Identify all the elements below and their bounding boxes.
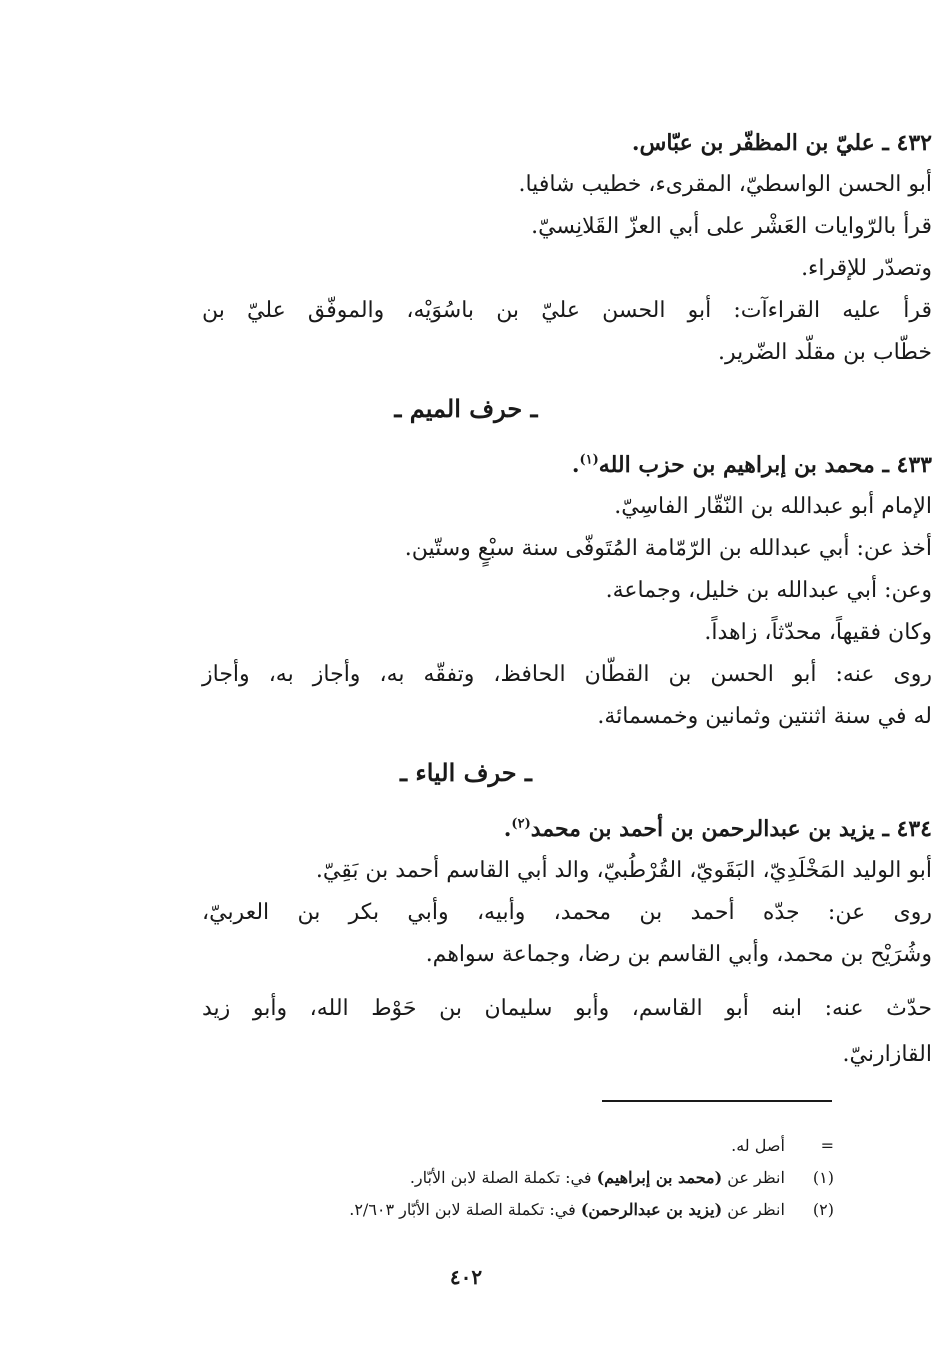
entry-433-heading [202,450,932,480]
footnote-separator [602,1100,832,1102]
entry-433-line-1: الإمام أبو عبدالله بن النّقّار الفاسِيّ. [614,494,932,519]
entry-433-line-4: وكان فقيهاً، محدّثاً، زاهداً. [704,620,932,645]
entry-434-line-1: أبو الوليد المَخْلَدِيّ، البَقَويّ، القُرْطُبيّ، والد أبي القاسم أحمد بن بَقِيّ. [315,858,932,883]
entry-434-line-2: روى عن: جدّه أحمد بن محمد، وأبيه، وأبي بكر بن العربيّ، [202,900,932,925]
footnote-2-subject: (يزيد بن عبدالرحمن) [580,1200,723,1219]
entry-434-title: ٤٣٤ ـ يزيد بن عبدالرحمن بن أحمد بن محمد [530,816,932,842]
footnote-ref-1[interactable]: (١) [579,452,599,468]
entry-433-title-end: . [571,452,580,478]
entry-433-line-2: أخذ عن: أبي عبدالله بن الرّمّامة المُتَوفّى سنة سبْعٍ وستّين. [404,536,932,561]
section-title-meem: ـ حرف الميم ـ [394,394,538,423]
entry-432-line-1: أبو الحسن الواسطيّ، المقرىء، خطيب شافيا. [518,172,932,197]
footnote-2 [94,1198,834,1222]
entry-434-heading [202,814,932,844]
entry-433-line-3: وعن: أبي عبدالله بن خليل، وجماعة. [605,578,932,603]
entry-434-title-end: . [503,816,512,842]
footnote-continued-text: أصل له. [731,1136,785,1155]
footnote-continuation [94,1134,834,1158]
footnote-1 [94,1166,834,1190]
entry-434-line-4: حدّث عنه: ابنه أبو القاسم، وأبو سليمان بن حَوْط الله، وأبو زيد [202,996,932,1021]
entry-433-line-5: روى عنه: أبو الحسن بن القطّان الحافظ، وتفقّه به، وأجاز به، وأجاز [202,662,932,687]
footnote-marker-continued: = [820,1136,834,1155]
entry-432-line-3: وتصدّر للإقراء. [801,256,932,281]
footnote-1-number: (١) [812,1168,834,1187]
entry-432-line-2: قرأ بالرّوايات العَشْر على أبي العزّ القَلانِسيّ. [531,214,932,239]
footnote-1-source: في: تكملة الصلة لابن الأبّار. [409,1168,597,1187]
entry-432-title: ٤٣٢ ـ عليّ بن المظفّر بن عبّاس. [631,130,932,156]
entry-432-line-5: خطّاب بن مقلّد الضّرير. [718,340,932,365]
footnote-2-prefix: انظر عن [722,1200,785,1219]
entry-433-title: ٤٣٣ ـ محمد بن إبراهيم بن حزب الله [598,452,932,478]
section-title-yaa: ـ حرف الياء ـ [400,758,532,787]
footnote-2-source: في: تكملة الصلة لابن الأبّار ٢/٦٠٣. [349,1200,581,1219]
entry-434-line-5: القازارنيّ. [842,1042,932,1067]
entry-434-line-3: وشُرَيْح بن محمد، وأبي القاسم بن رضا، وجماعة سواهم. [425,942,932,967]
entry-432-heading [202,128,932,158]
footnote-2-number: (٢) [812,1200,834,1219]
entry-433-line-6: له في سنة اثنتين وثمانين وخمسمائة. [597,704,932,729]
page-number: ٤٠٢ [449,1265,483,1289]
footnote-ref-2[interactable]: (٢) [511,816,531,832]
footnote-1-subject: (محمد بن إبراهيم) [596,1168,723,1187]
entry-432-line-4: قرأ عليه القراءآت: أبو الحسن عليّ بن باسُوَيْه، والموفّق عليّ بن [202,298,932,323]
footnote-1-prefix: انظر عن [722,1168,785,1187]
